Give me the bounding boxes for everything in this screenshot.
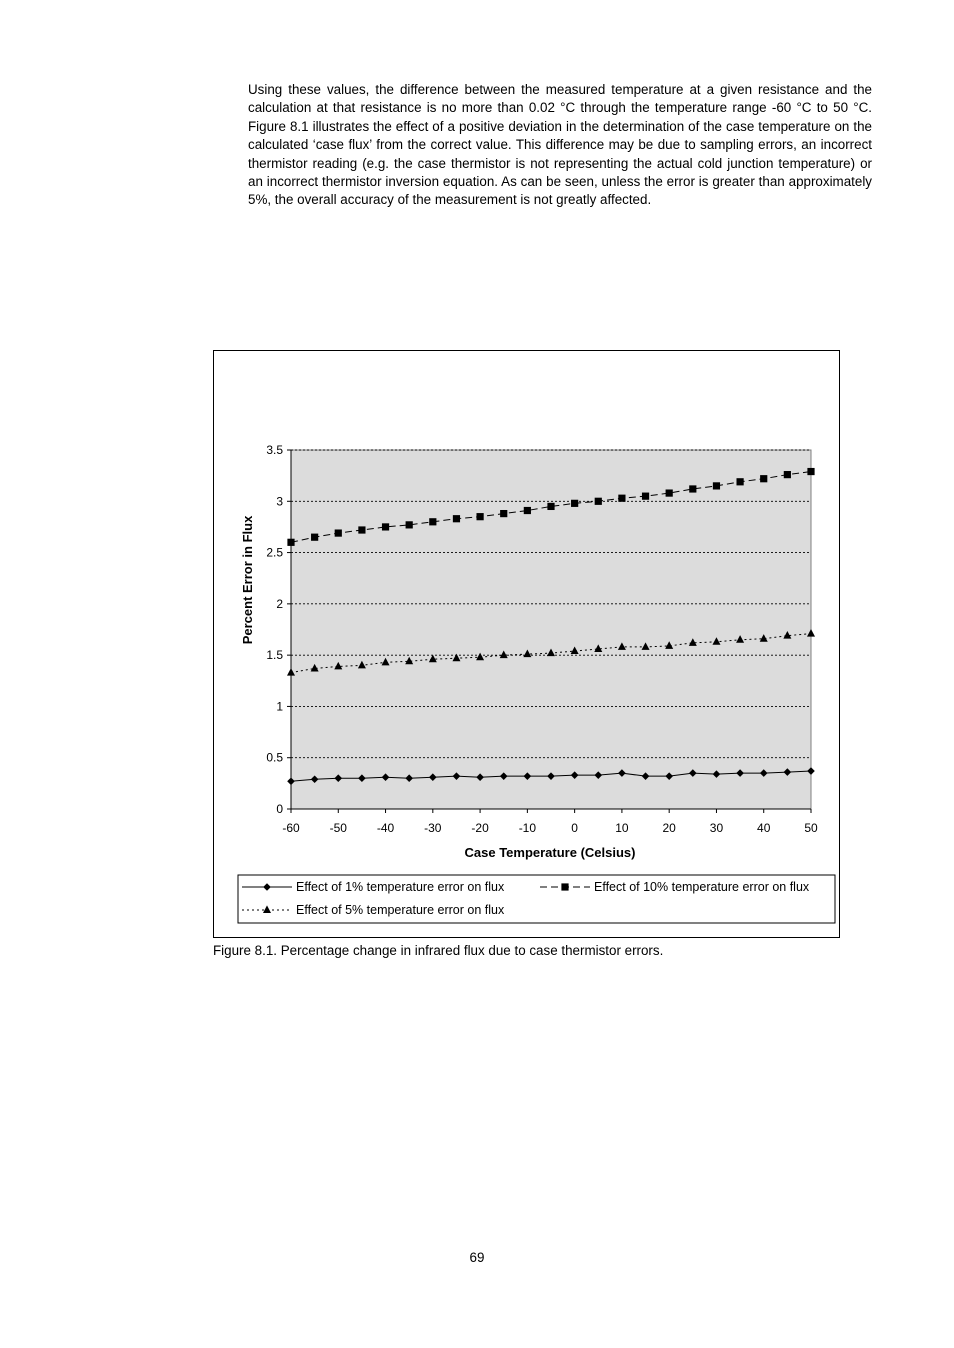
square-marker xyxy=(713,482,720,489)
square-marker xyxy=(453,515,460,522)
y-tick-label: 1.5 xyxy=(266,648,283,663)
y-tick-label: 0 xyxy=(276,802,283,816)
x-tick-label: 50 xyxy=(804,821,818,835)
x-tick-label: -50 xyxy=(329,821,347,835)
figure-caption: Figure 8.1. Percentage change in infrared flux due to case thermistor errors. xyxy=(213,943,664,958)
square-marker xyxy=(760,475,767,482)
line-chart xyxy=(214,351,839,937)
y-tick-label: 3.5 xyxy=(266,443,283,457)
square-marker xyxy=(406,521,413,528)
square-marker xyxy=(689,485,696,492)
x-tick-label: -60 xyxy=(282,821,300,835)
square-marker xyxy=(287,539,294,546)
square-marker xyxy=(476,513,483,520)
chart-legend xyxy=(238,875,835,923)
y-tick-label: 2 xyxy=(276,596,283,611)
x-tick-label: 20 xyxy=(662,821,676,835)
square-marker xyxy=(524,507,531,514)
square-marker xyxy=(561,883,568,890)
square-marker xyxy=(382,523,389,530)
x-tick-label: -40 xyxy=(376,821,395,835)
x-tick-label: 10 xyxy=(615,821,629,835)
square-marker xyxy=(311,534,318,541)
square-marker xyxy=(358,526,365,533)
x-tick-label: 0 xyxy=(571,821,578,835)
body-paragraph: Using these values, the difference between the measured temperature at a given resistance and the calculation at that resistance is no more than 0.02 °C through the temperature range -60 °C to 50 °C. Figure 8.1 illustrates the effect of a positive deviation in the determination of the case temperature on the calculated ‘case flux’ from the correct value. This difference may be due to sampling errors, an incorrect thermistor reading (e.g. the case thermistor is not representing the actual cold junction temperature) or an incorrect thermistor inversion equation. As can be seen, unless the error is greater than approximately 5%, the overall accuracy of the measurement is not greatly affected. xyxy=(248,82,872,208)
square-marker xyxy=(500,510,507,517)
y-axis-title: Percent Error in Flux xyxy=(240,515,255,645)
square-marker xyxy=(784,471,791,478)
x-axis-title: Case Temperature (Celsius) xyxy=(464,845,636,860)
square-marker xyxy=(736,478,743,485)
x-tick-label: -10 xyxy=(518,821,537,835)
y-tick-label: 2.5 xyxy=(266,545,283,560)
square-marker xyxy=(547,503,554,510)
square-marker xyxy=(642,493,649,500)
chart-frame xyxy=(213,350,840,938)
x-tick-label: -20 xyxy=(471,821,489,835)
y-tick-label: 0.5 xyxy=(266,750,283,765)
x-tick-label: -30 xyxy=(424,821,442,835)
legend-label: Effect of 1% temperature error on flux xyxy=(296,880,505,894)
square-marker xyxy=(571,500,578,507)
square-marker xyxy=(429,518,436,525)
y-tick-label: 3 xyxy=(276,494,283,509)
square-marker xyxy=(335,529,342,536)
square-marker xyxy=(595,498,602,505)
page-number: 69 xyxy=(469,1250,485,1265)
x-tick-label: 40 xyxy=(757,821,771,835)
square-marker xyxy=(666,489,673,496)
legend-label: Effect of 5% temperature error on flux xyxy=(296,903,505,917)
square-marker xyxy=(807,468,814,475)
x-tick-label: 30 xyxy=(709,821,724,835)
legend-label: Effect of 10% temperature error on flux xyxy=(594,880,810,894)
square-marker xyxy=(618,495,625,502)
y-tick-label: 1 xyxy=(276,699,283,714)
